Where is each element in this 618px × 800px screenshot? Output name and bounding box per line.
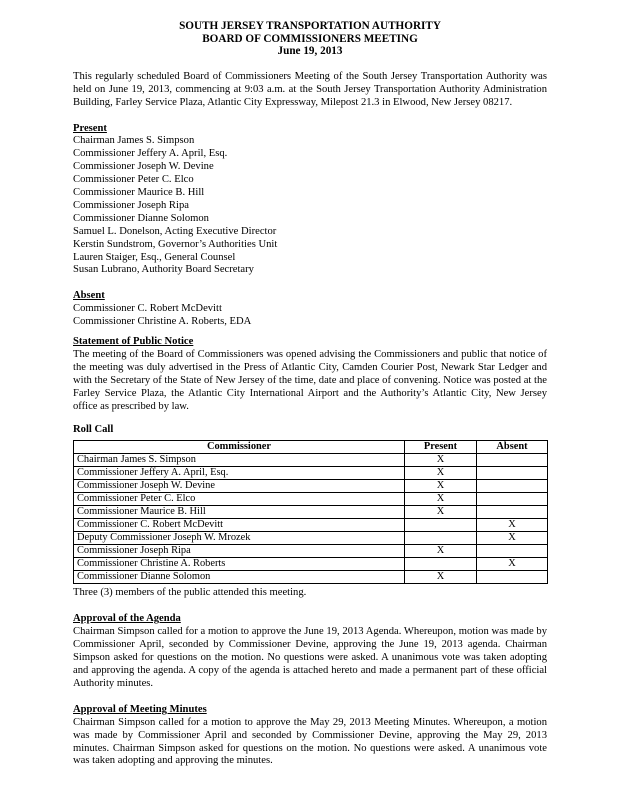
intro-paragraph: This regularly scheduled Board of Commissioners Meeting of the South Jersey Transportation Authority was held on June 19, 2013, commencing at 9:03 a.m. at the South Jersey Transportation Authority Administration Building, Farley Service Plaza, Atlantic City Expressway, Milepost 21.3 in Elwood, New Jersey 08217. bbox=[73, 70, 547, 108]
public-attendance-note: Three (3) members of the public attended this meeting. bbox=[73, 587, 307, 599]
absent-name: Commissioner Christine A. Roberts, EDA bbox=[73, 316, 252, 328]
table-row bbox=[74, 454, 548, 467]
absent-cell bbox=[477, 545, 548, 558]
absent-cell bbox=[477, 480, 548, 493]
table-row bbox=[74, 532, 548, 545]
present-cell: X bbox=[405, 545, 477, 558]
document-title bbox=[73, 20, 547, 58]
table-row bbox=[74, 571, 548, 584]
present-name: Susan Lubrano, Authority Board Secretary bbox=[73, 264, 254, 276]
table-row bbox=[74, 480, 548, 493]
present-cell: X bbox=[405, 571, 477, 584]
public-notice-text: The meeting of the Board of Commissioners was opened advising the Commissioners and public that notice of the meeting was duly advertised in the Press of Atlantic City, Camden Courier Post, Newark Star Ledger and with the Secretary of the State of New Jersey of the time, date and place of convening. Notice was posted at the Farley Service Plaza, the Atlantic City International Airport and the Authority’s Atlantic City, New Jersey office as prescribed by law. bbox=[73, 349, 547, 412]
title-date: June 19, 2013 bbox=[277, 45, 343, 58]
absent-section bbox=[73, 290, 547, 329]
present-heading: Present bbox=[73, 122, 107, 134]
commissioner-cell: Commissioner Joseph W. Devine bbox=[74, 480, 405, 493]
present-cell: X bbox=[405, 506, 477, 519]
present-name: Commissioner Jeffery A. April, Esq. bbox=[73, 148, 228, 160]
commissioner-cell: Commissioner Christine A. Roberts bbox=[74, 558, 405, 571]
commissioner-cell: Commissioner Peter C. Elco bbox=[74, 493, 405, 506]
commissioner-cell: Commissioner Jeffery A. April, Esq. bbox=[74, 467, 405, 480]
minutes-section bbox=[73, 704, 547, 769]
absent-cell: X bbox=[477, 532, 548, 545]
commissioner-cell: Chairman James S. Simpson bbox=[74, 454, 405, 467]
title-meeting: BOARD OF COMMISSIONERS MEETING bbox=[202, 32, 418, 45]
absent-cell: X bbox=[477, 558, 548, 571]
present-name: Commissioner Dianne Solomon bbox=[73, 212, 209, 224]
present-cell bbox=[405, 519, 477, 532]
public-notice-section bbox=[73, 336, 547, 413]
present-name: Commissioner Peter C. Elco bbox=[73, 174, 194, 186]
present-cell: X bbox=[405, 493, 477, 506]
agenda-section bbox=[73, 613, 547, 690]
table-header-row bbox=[74, 441, 548, 454]
roll-call-table bbox=[73, 440, 548, 584]
agenda-heading: Approval of the Agenda bbox=[73, 613, 181, 625]
present-cell bbox=[405, 558, 477, 571]
table-row bbox=[74, 493, 548, 506]
present-name: Kerstin Sundstrom, Governor’s Authorities Unit bbox=[73, 238, 278, 250]
absent-cell: X bbox=[477, 519, 548, 532]
absent-cell bbox=[477, 467, 548, 480]
present-name: Lauren Staiger, Esq., General Counsel bbox=[73, 251, 236, 263]
present-cell bbox=[405, 532, 477, 545]
title-authority: SOUTH JERSEY TRANSPORTATION AUTHORITY bbox=[179, 20, 441, 32]
present-name: Chairman James S. Simpson bbox=[73, 135, 195, 147]
table-row bbox=[74, 558, 548, 571]
absent-name: Commissioner C. Robert McDevitt bbox=[73, 303, 222, 315]
present-name: Commissioner Joseph W. Devine bbox=[73, 161, 214, 173]
column-header-commissioner: Commissioner bbox=[74, 441, 405, 454]
absent-cell bbox=[477, 454, 548, 467]
commissioner-cell: Commissioner C. Robert McDevitt bbox=[74, 519, 405, 532]
present-name: Commissioner Maurice B. Hill bbox=[73, 187, 205, 199]
table-row bbox=[74, 519, 548, 532]
present-name: Commissioner Joseph Ripa bbox=[73, 199, 189, 211]
commissioner-cell: Commissioner Maurice B. Hill bbox=[74, 506, 405, 519]
table-row bbox=[74, 467, 548, 480]
absent-cell bbox=[477, 506, 548, 519]
present-cell: X bbox=[405, 454, 477, 467]
absent-cell bbox=[477, 493, 548, 506]
minutes-text: Chairman Simpson called for a motion to approve the May 29, 2013 Meeting Minutes. Whereupon, a motion was made by Commissioner April and seconded by Commissioner Devine, approving the May 29, 2013 minutes. Chairman Simpson asked for questions on the motion. No questions were asked. A unanimous vote was taken adopting and approving the minutes. bbox=[73, 716, 547, 767]
table-row bbox=[74, 545, 548, 558]
roll-call-heading: Roll Call bbox=[73, 423, 114, 435]
table-row bbox=[74, 506, 548, 519]
present-cell: X bbox=[405, 467, 477, 480]
document-page bbox=[73, 20, 547, 768]
present-cell: X bbox=[405, 480, 477, 493]
agenda-text: Chairman Simpson called for a motion to approve the June 19, 2013 Agenda. Whereupon, motion was made by Commissioner April, seconded by Commissioner Devine, approving the June 19, 2013 agenda. Chairman Simpson asked for questions on the motion. No questions were asked. A unanimous vote was taken adopting and approving the agenda. A copy of the agenda is attached hereto and made a permanent part of these official Authority minutes. bbox=[73, 626, 547, 689]
commissioner-cell: Commissioner Joseph Ripa bbox=[74, 545, 405, 558]
commissioner-cell: Commissioner Dianne Solomon bbox=[74, 571, 405, 584]
absent-cell bbox=[477, 571, 548, 584]
column-header-absent: Absent bbox=[477, 441, 548, 454]
public-notice-heading: Statement of Public Notice bbox=[73, 336, 194, 348]
minutes-heading: Approval of Meeting Minutes bbox=[73, 703, 207, 715]
commissioner-cell: Deputy Commissioner Joseph W. Mrozek bbox=[74, 532, 405, 545]
present-name: Samuel L. Donelson, Acting Executive Director bbox=[73, 225, 277, 237]
column-header-present: Present bbox=[405, 441, 477, 454]
present-section bbox=[73, 123, 547, 278]
absent-heading: Absent bbox=[73, 290, 105, 302]
